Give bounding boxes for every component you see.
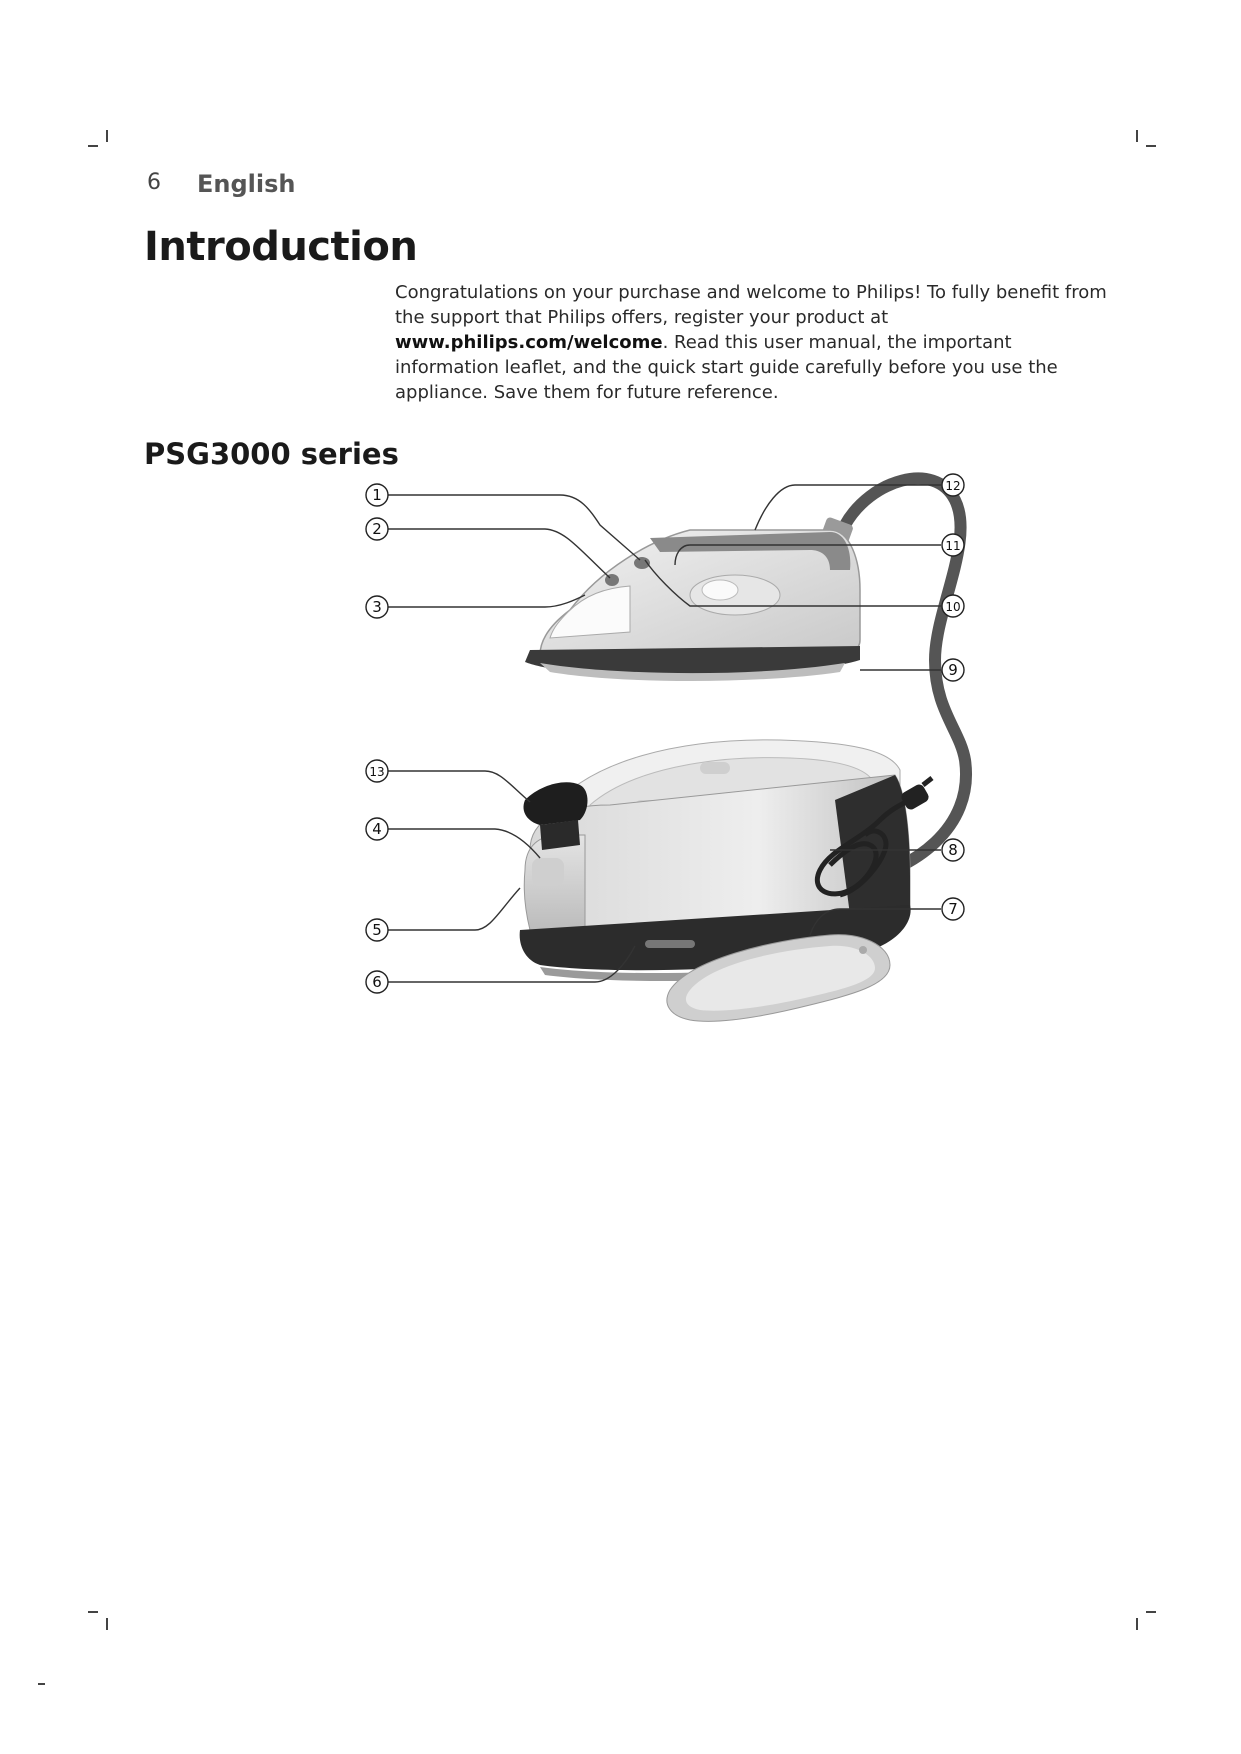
- crop-mark-top-left-v: [106, 130, 108, 142]
- intro-text-end: . Read this user manual, the important information leaflet, and the quick start guide carefully before you use the appliance. Save them for future reference.: [395, 332, 1058, 403]
- callout-12: [942, 474, 964, 496]
- section-language: English: [197, 170, 296, 198]
- page-number: 6: [147, 170, 161, 195]
- crop-mark-top-right-v: [1136, 130, 1138, 142]
- crop-mark-top-left-h: [88, 145, 98, 147]
- callout-7: [942, 898, 964, 920]
- product-figure: [369, 470, 1130, 1170]
- callout-9-label: 9: [948, 661, 958, 679]
- crop-mark-top-right-h: [1146, 145, 1156, 147]
- callout-8: [942, 839, 964, 861]
- callout-2: [366, 518, 388, 540]
- callout-5: [366, 919, 388, 941]
- callout-11-label: 11: [945, 539, 961, 553]
- callout-5-label: 5: [372, 921, 382, 939]
- callout-1-label: 1: [372, 486, 382, 504]
- register-link[interactable]: www.philips.com/welcome: [395, 332, 663, 353]
- callout-10: [942, 595, 964, 617]
- crop-mark-bottom-left-h: [88, 1611, 98, 1613]
- callout-2-label: 2: [372, 520, 382, 538]
- callout-1: [366, 484, 388, 506]
- series-title: PSG3000 series: [144, 437, 399, 471]
- callout-4: [366, 818, 388, 840]
- callout-13: [366, 760, 388, 782]
- callout-8-label: 8: [948, 841, 958, 859]
- intro-text-start: Congratulations on your purchase and welcome to Philips! To fully benefit from the support that Philips offers, register your product at: [395, 282, 1107, 328]
- callout-6-label: 6: [372, 973, 382, 991]
- crop-mark-bottom-right-v: [1136, 1618, 1138, 1630]
- crop-mark-footer: [38, 1683, 45, 1685]
- intro-paragraph: [395, 280, 1115, 405]
- callout-12-label: 12: [945, 479, 961, 493]
- callout-11: [942, 534, 964, 556]
- callout-13-label: 13: [369, 765, 385, 779]
- callout-10-label: 10: [945, 600, 961, 614]
- callout-3-label: 3: [372, 598, 382, 616]
- page-title: Introduction: [144, 224, 418, 270]
- crop-mark-bottom-right-h: [1146, 1611, 1156, 1613]
- callout-9: [942, 659, 964, 681]
- callout-4-label: 4: [372, 820, 382, 838]
- steam-generator-illustration: [369, 470, 1130, 1170]
- crop-mark-bottom-left-v: [106, 1618, 108, 1630]
- callout-3: [366, 596, 388, 618]
- callout-7-label: 7: [948, 900, 958, 918]
- callout-6: [366, 971, 388, 993]
